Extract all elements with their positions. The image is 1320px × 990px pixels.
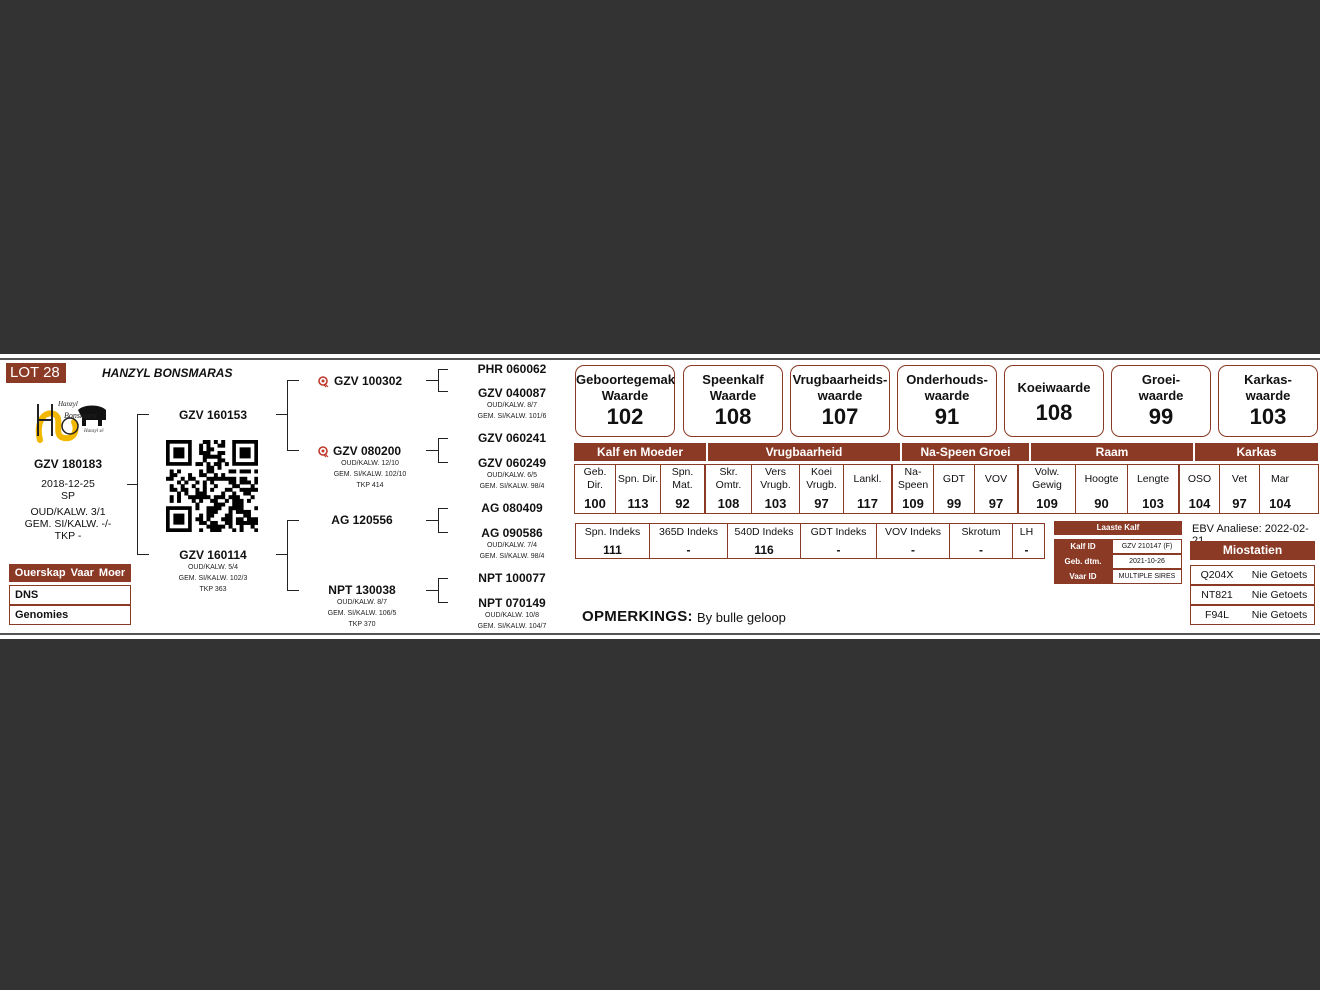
breeder-logo: [34, 396, 110, 446]
myostatin-result: Nie Getoets: [1251, 609, 1308, 621]
ebv-value: 97: [988, 496, 1004, 511]
last-calf-key: Vaar ID: [1054, 569, 1112, 584]
ebv-cell: [1178, 464, 1219, 514]
pedigree-connector: [137, 414, 138, 554]
animal-sp: SP: [60, 490, 75, 502]
last-calf-row: [1054, 539, 1182, 554]
ds-id: AG 120556: [331, 513, 393, 527]
breeder-name: HANZYL BONSMARAS: [102, 366, 233, 380]
birth-date: 2018-12-25: [41, 478, 95, 490]
ebv-value: 100: [584, 496, 606, 511]
index-cell: [1012, 523, 1040, 559]
group-na-speen-groei: Na-Speen Groei: [902, 443, 1029, 461]
ebv-value: 104: [1269, 496, 1291, 511]
ebv-analysis-date: EBV Analiese: 2022-02-: [1192, 523, 1309, 535]
ebv-header: Lankl.: [853, 472, 882, 485]
sdd-oud-kalw: OUD/KALW. 6/5: [486, 472, 538, 479]
value-label: Koeiwaarde: [1017, 380, 1091, 395]
ebv-cell: [843, 464, 891, 514]
index-value: 111: [603, 543, 622, 557]
value-label: Onderhouds-: [906, 372, 988, 387]
ssd-oud-kalw: OUD/KALW. 8/7: [486, 402, 538, 409]
index-header: Spn. Indeks: [584, 526, 641, 538]
pedigree-connector: [438, 602, 448, 603]
value-label: Waarde: [709, 388, 757, 403]
ebv-value: 108: [717, 496, 740, 511]
pedigree-connector: [276, 414, 287, 415]
logo-main-text: Bonsmara: [64, 411, 97, 420]
last-calf-value: 2021-10-26: [1112, 554, 1182, 569]
ebv-cell: [615, 464, 660, 514]
ebv-header: Volw. Gewig: [1032, 466, 1062, 491]
group-kalf-en-moeder: Kalf en Moeder: [574, 443, 706, 461]
pedigree-connector: [438, 532, 448, 533]
pedigree-connector: [438, 462, 448, 463]
sds-id: GZV 060241: [477, 431, 547, 445]
award-icon: [318, 445, 330, 457]
ddd-id: NPT 070149: [478, 596, 546, 610]
ebv-value: 113: [627, 496, 649, 511]
value-box-speenkalf: [683, 365, 783, 437]
pedigree-connector: [287, 450, 299, 451]
pedigree-connector: [276, 554, 287, 555]
animal-gem-si-kalw: GEM. SI/KALW. -/-: [24, 518, 112, 530]
index-value: -: [979, 543, 983, 557]
dam-oud-kalw: OUD/KALW. 5/4: [187, 564, 239, 571]
ebv-cell: [799, 464, 843, 514]
ebv-cell: [660, 464, 704, 514]
pedigree-connector: [438, 438, 448, 439]
index-cell: [876, 523, 949, 559]
ebv-cell: [751, 464, 799, 514]
value-number: 91: [934, 404, 960, 429]
ebv-cell: [891, 464, 933, 514]
index-header: Skrotum: [961, 526, 1001, 538]
value-box-karkas: [1218, 365, 1318, 437]
myostatin-row: [1190, 605, 1315, 625]
group-karkas: Karkas: [1195, 443, 1318, 461]
ebv-header: Lengte: [1136, 472, 1170, 485]
myostatin-gene: F94L: [1205, 609, 1229, 621]
ebv-header: Spn. Mat.: [671, 466, 694, 491]
award-icon: [318, 375, 330, 387]
sire-id: GZV 160153: [178, 408, 248, 422]
pedigree-connector: [426, 380, 438, 381]
value-label: waarde: [1138, 388, 1184, 403]
pedigree-connector: [426, 450, 438, 451]
pedigree-connector: [438, 438, 439, 462]
ebv-value: 117: [857, 496, 878, 511]
ebv-header: VOV: [984, 472, 1008, 485]
pedigree-connector: [438, 508, 439, 532]
ebv-header: Vet: [1231, 472, 1248, 485]
value-box-onderhouds: [897, 365, 997, 437]
ebv-cell: [1127, 464, 1178, 514]
dsd-gem-si-kalw: GEM. SI/KALW. 98/4: [479, 553, 545, 560]
value-number: 107: [821, 404, 859, 429]
ebv-cell: [1017, 464, 1075, 514]
myostatin-header: Miostatien: [1190, 541, 1315, 560]
myostatin-gene: NT821: [1201, 589, 1233, 601]
ebv-value: 99: [946, 496, 962, 511]
value-number: 99: [1148, 404, 1174, 429]
ebv-cell: [574, 464, 615, 514]
lot-number: LOT 28: [6, 363, 66, 383]
pedigree-connector: [438, 578, 448, 579]
sdd-gem-si-kalw: GEM. SI/KALW. 98/4: [479, 483, 545, 490]
index-header: VOV Indeks: [884, 526, 942, 538]
ddd-oud-kalw: OUD/KALW. 10/8: [485, 612, 539, 619]
dd-oud-kalw: OUD/KALW. 8/7: [336, 599, 388, 606]
value-label: waarde: [924, 388, 970, 403]
dam-tkp: TKP 363: [199, 586, 227, 593]
dam-gem-si-kalw: GEM. SI/KALW. 102/3: [178, 575, 248, 582]
myostatin-gene: Q204X: [1200, 569, 1234, 581]
myostatin-result: Nie Getoets: [1251, 589, 1308, 601]
dds-id: NPT 100077: [478, 571, 546, 585]
dam-id: GZV 160114: [179, 548, 247, 562]
value-label: Karkas-: [1244, 372, 1292, 387]
pedigree-connector: [137, 414, 149, 415]
pedigree-connector: [438, 391, 448, 392]
last-calf-row: [1054, 554, 1182, 569]
index-value: 116: [754, 543, 774, 557]
sdd-id: GZV 060249: [477, 456, 547, 470]
ownership-genomies: Genomies: [9, 605, 131, 625]
value-number: 103: [1249, 404, 1287, 429]
last-calf-value: GZV 210147 (F): [1112, 539, 1182, 554]
value-label: waarde: [1245, 388, 1291, 403]
ebv-header: Hoogte: [1084, 472, 1119, 485]
logo-top-text: Hanzyl: [58, 400, 78, 408]
pedigree-connector: [438, 508, 448, 509]
ebv-cell: [1075, 464, 1127, 514]
ebv-header: Vers Vrugb.: [760, 466, 791, 491]
animal-tkp: TKP -: [54, 530, 82, 542]
myostatin-row: [1190, 585, 1315, 605]
last-calf-header: Laaste Kalf: [1054, 521, 1182, 535]
ownership-header: Ouerskap Vaar Moer: [9, 564, 131, 582]
ebv-header: Geb. Dir.: [583, 466, 607, 491]
pedigree-connector: [287, 590, 299, 591]
ebv-header: GDT: [942, 472, 966, 485]
ebv-cell: [1219, 464, 1259, 514]
index-value: -: [836, 543, 841, 557]
ebv-value: 97: [1232, 496, 1247, 511]
pedigree-connector: [287, 520, 299, 521]
dd-id: NPT 130038: [328, 583, 396, 597]
ebv-value: 97: [814, 496, 829, 511]
ownership-dns: DNS: [9, 585, 131, 605]
ebv-cell: [1259, 464, 1300, 514]
index-cell: [649, 523, 727, 559]
pedigree-connector: [438, 369, 448, 370]
value-number: 108: [714, 404, 752, 429]
value-label: Groei-: [1141, 372, 1181, 387]
pedigree-connector: [438, 369, 439, 391]
remarks-text: By bulle geloop: [697, 610, 786, 625]
last-calf-row: [1054, 569, 1182, 584]
group-raam: Raam: [1031, 443, 1193, 461]
dd-tkp: TKP 370: [348, 621, 376, 628]
index-cell: [727, 523, 800, 559]
last-calf-key: Geb. dtm.: [1054, 554, 1112, 569]
sss-id: PHR 060062: [477, 362, 547, 376]
animal-id: GZV 180183: [33, 457, 103, 471]
pedigree-connector: [426, 520, 438, 521]
ssd-id: GZV 040087: [477, 386, 547, 400]
index-cell: [800, 523, 876, 559]
dsd-oud-kalw: OUD/KALW. 7/4: [486, 542, 538, 549]
value-number: 108: [1035, 400, 1073, 425]
value-label: Vrugbaarheids-: [792, 372, 888, 387]
index-header: 365D Indeks: [659, 526, 718, 538]
pedigree-connector: [127, 484, 137, 485]
ebv-header: Na-Speen: [897, 466, 929, 491]
sd-gem-si-kalw: GEM. SI/KALW. 102/10: [333, 471, 407, 478]
pedigree-connector: [287, 520, 288, 590]
value-box-geboortegemak: [575, 365, 675, 437]
ss-id: GZV 100302: [334, 374, 403, 388]
ebv-header: Koei Vrugb.: [806, 466, 837, 491]
index-value: -: [911, 543, 915, 557]
ebv-cell: [704, 464, 751, 514]
pedigree-connector: [426, 590, 438, 591]
index-header: 540D Indeks: [734, 526, 794, 538]
animal-oud-kalw: OUD/KALW. 3/1: [30, 506, 106, 518]
index-cell: [949, 523, 1012, 559]
dd-gem-si-kalw: GEM. SI/KALW. 106/5: [327, 610, 397, 617]
ebv-value: 92: [675, 496, 690, 511]
ebv-header: Spn. Dir.: [617, 472, 659, 485]
pedigree-connector: [287, 380, 288, 450]
ebv-value: 104: [1188, 496, 1211, 511]
remarks-label: OPMERKINGS:: [582, 608, 693, 625]
qr-code[interactable]: [166, 440, 258, 532]
sd-tkp: TKP 414: [356, 482, 384, 489]
index-value: -: [686, 543, 691, 557]
ddd-gem-si-kalw: GEM. SI/KALW. 104/7: [477, 623, 547, 630]
value-label: waarde: [817, 388, 863, 403]
lot-sheet: [0, 354, 1320, 639]
value-box-vrugbaarheid: [790, 365, 890, 437]
ebv-header: Mar: [1270, 472, 1290, 485]
value-label: Speenkalf: [702, 372, 764, 387]
myostatin-row: [1190, 565, 1315, 585]
index-header: GDT Indeks: [810, 526, 867, 538]
pedigree-connector: [438, 578, 439, 602]
ebv-header: OSO: [1187, 472, 1212, 485]
dss-id: AG 080409: [481, 501, 543, 515]
myostatin-result: Nie Getoets: [1251, 569, 1308, 581]
pedigree-connector: [137, 554, 149, 555]
ebv-cell: [974, 464, 1017, 514]
ebv-value: 109: [902, 496, 924, 511]
ebv-value: 103: [764, 496, 787, 511]
logo-tagline: Hanzyl sê: [84, 429, 104, 434]
value-label: Geboortegemak: [576, 372, 675, 387]
value-number: 102: [606, 404, 644, 429]
value-box-koeiwaarde: [1004, 365, 1104, 437]
ebv-value: 90: [1094, 496, 1109, 511]
sd-id: GZV 080200: [333, 444, 402, 458]
ssd-gem-si-kalw: GEM. SI/KALW. 101/6: [477, 413, 547, 420]
ebv-value: 109: [1036, 496, 1058, 511]
index-header: LH: [1019, 526, 1034, 538]
value-box-groei: [1111, 365, 1211, 437]
dsd-id: AG 090586: [481, 526, 543, 540]
pedigree-connector: [287, 380, 299, 381]
last-calf-value: MULTIPLE SIRES: [1112, 569, 1182, 584]
index-value: -: [1024, 543, 1029, 557]
ebv-header: Skr. Omtr.: [715, 466, 742, 491]
index-cell: [575, 523, 649, 559]
sd-oud-kalw: OUD/KALW. 12/10: [341, 460, 399, 467]
last-calf-key: Kalf ID: [1054, 539, 1112, 554]
ebv-cell: [933, 464, 974, 514]
ebv-value: 103: [1142, 496, 1164, 511]
value-label: Waarde: [601, 388, 649, 403]
group-vrugbaarheid: Vrugbaarheid: [708, 443, 900, 461]
